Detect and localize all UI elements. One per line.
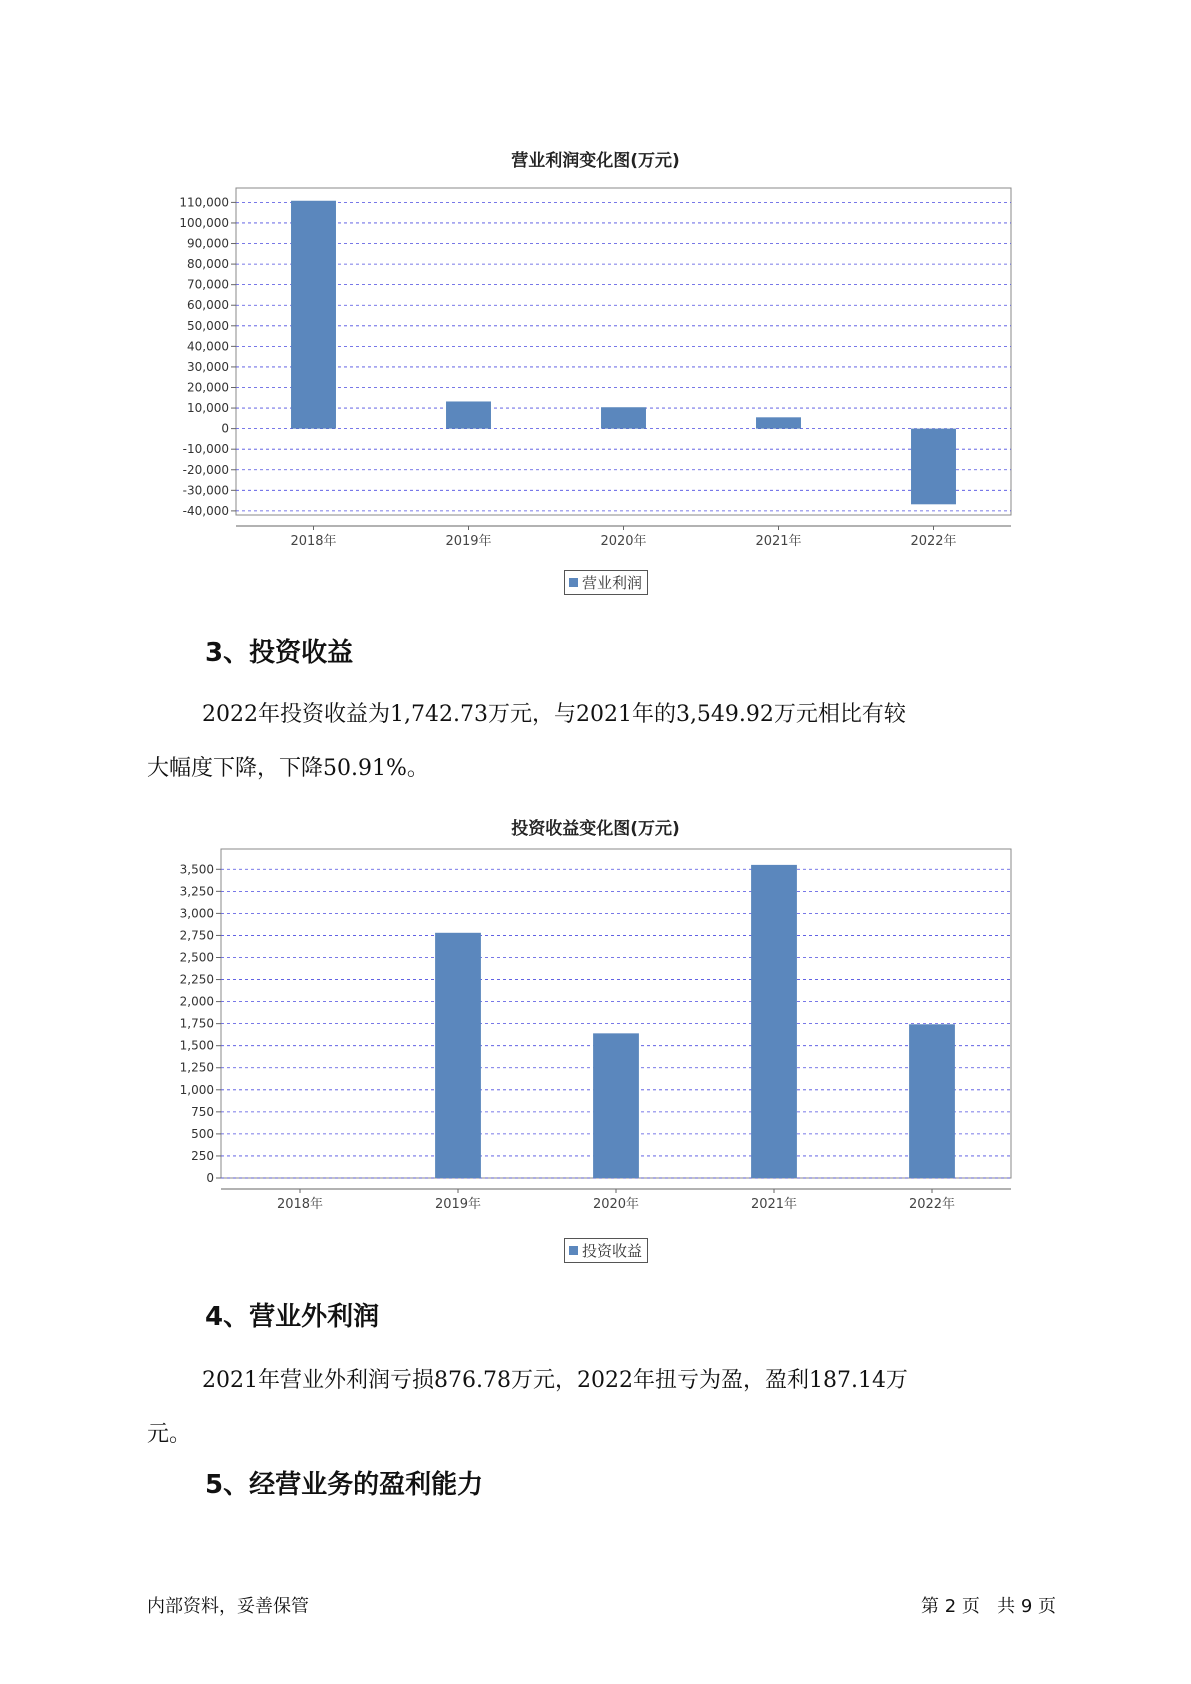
chart2-y-tick-label: 500: [191, 1126, 214, 1141]
chart1-legend-label: 营业利润: [582, 574, 643, 592]
chart1-bar-2020年: [601, 407, 646, 428]
chart1-y-tick-label: 20,000: [187, 380, 229, 395]
chart2-bar-2020年: [593, 1033, 639, 1178]
chart1-legend: [564, 570, 648, 595]
chart1-x-tick-label: 2019年: [445, 534, 492, 549]
chart2-y-tick-label: 2,500: [179, 950, 214, 965]
chart2-y-tick-label: 0: [206, 1171, 214, 1185]
chart1-y-tick-label: 70,000: [187, 277, 229, 292]
chart1-y-tick-label: 30,000: [187, 359, 229, 374]
chart2-bar-2021年: [751, 865, 797, 1178]
chart2-title: 投资收益变化图(万元): [511, 819, 680, 839]
chart2-x-tick-label: 2022年: [908, 1197, 956, 1212]
chart1-y-tick-label: -20,000: [182, 462, 229, 477]
chart1-operating-profit: [0, 180, 1191, 550]
chart1-y-tick-label: 90,000: [187, 236, 229, 251]
legend-swatch-icon: [569, 578, 578, 587]
chart2-y-tick-label: 2,750: [179, 928, 214, 943]
chart2-bar-2019年: [435, 933, 481, 1178]
chart1-y-tick-label: 100,000: [179, 215, 229, 230]
section4-heading: 4、营业外利润: [205, 1302, 380, 1332]
chart2-legend: [564, 1238, 648, 1263]
chart2-bar-2022年: [909, 1024, 955, 1178]
chart1-bar-2021年: [756, 417, 801, 428]
chart2-y-tick-label: 3,000: [179, 906, 214, 921]
section4-line2: 元。: [147, 1422, 192, 1447]
chart2-y-tick-label: 1,500: [179, 1038, 214, 1053]
chart2-x-tick-label: 2018年: [276, 1197, 324, 1212]
legend-swatch-icon: [569, 1246, 578, 1255]
chart1-bar-2019年: [446, 401, 491, 428]
chart2-y-tick-label: 1,250: [179, 1060, 214, 1075]
chart2-y-tick-label: 3,500: [179, 862, 214, 877]
chart2-y-tick-label: 2,250: [179, 972, 214, 987]
chart2-x-tick-label: 2021年: [750, 1197, 798, 1212]
chart2-y-tick-label: 1,750: [179, 1016, 214, 1031]
section3-heading: 3、投资收益: [205, 638, 354, 668]
chart1-x-tick-label: 2018年: [290, 534, 337, 549]
chart2-y-tick-label: 2,000: [179, 994, 214, 1009]
chart2-investment-income: [0, 848, 1191, 1218]
chart2-legend-label: 投资收益: [582, 1242, 643, 1260]
chart1-bar-2022年: [911, 429, 956, 505]
chart2-y-tick-label: 1,000: [179, 1082, 214, 1097]
chart2-y-tick-label: 750: [191, 1104, 214, 1119]
chart1-y-tick-label: 10,000: [187, 401, 229, 416]
chart1-x-tick-label: 2022年: [910, 534, 957, 549]
chart1-y-tick-label: 40,000: [187, 339, 229, 354]
chart1-y-tick-label: 110,000: [179, 195, 229, 210]
chart1-y-tick-label: -30,000: [182, 483, 229, 498]
chart1-plot-area: [236, 188, 1011, 515]
chart1-y-tick-label: -40,000: [182, 503, 229, 518]
chart1-y-tick-label: 50,000: [187, 318, 229, 333]
chart2-x-tick-label: 2020年: [592, 1197, 640, 1212]
section3-line1: 2022年投资收益为1,742.73万元，与2021年的3,549.92万元相比有较: [202, 702, 906, 727]
chart1-y-tick-label: -10,000: [182, 442, 229, 457]
chart1-x-tick-label: 2021年: [755, 534, 802, 549]
chart1-y-tick-label: 60,000: [187, 298, 229, 313]
section4-line1: 2021年营业外利润亏损876.78万元，2022年扭亏为盈，盈利187.14万: [202, 1368, 908, 1393]
chart2-y-tick-label: 3,250: [179, 884, 214, 899]
chart2-x-tick-label: 2019年: [434, 1197, 482, 1212]
section3-line2: 大幅度下降，下降50.91%。: [147, 756, 429, 781]
section5-heading: 5、经营业务的盈利能力: [205, 1470, 484, 1500]
chart1-bar-2018年: [291, 201, 336, 429]
chart1-title: 营业利润变化图(万元): [511, 151, 680, 171]
chart2-y-tick-label: 250: [191, 1148, 214, 1163]
footer-page-number: 第 2 页 共 9 页: [921, 1596, 1056, 1617]
chart1-y-tick-label: 0: [221, 421, 229, 436]
chart1-y-tick-label: 80,000: [187, 257, 229, 272]
chart1-x-tick-label: 2020年: [600, 534, 647, 549]
footer-confidential-note: 内部资料，妥善保管: [147, 1596, 309, 1617]
